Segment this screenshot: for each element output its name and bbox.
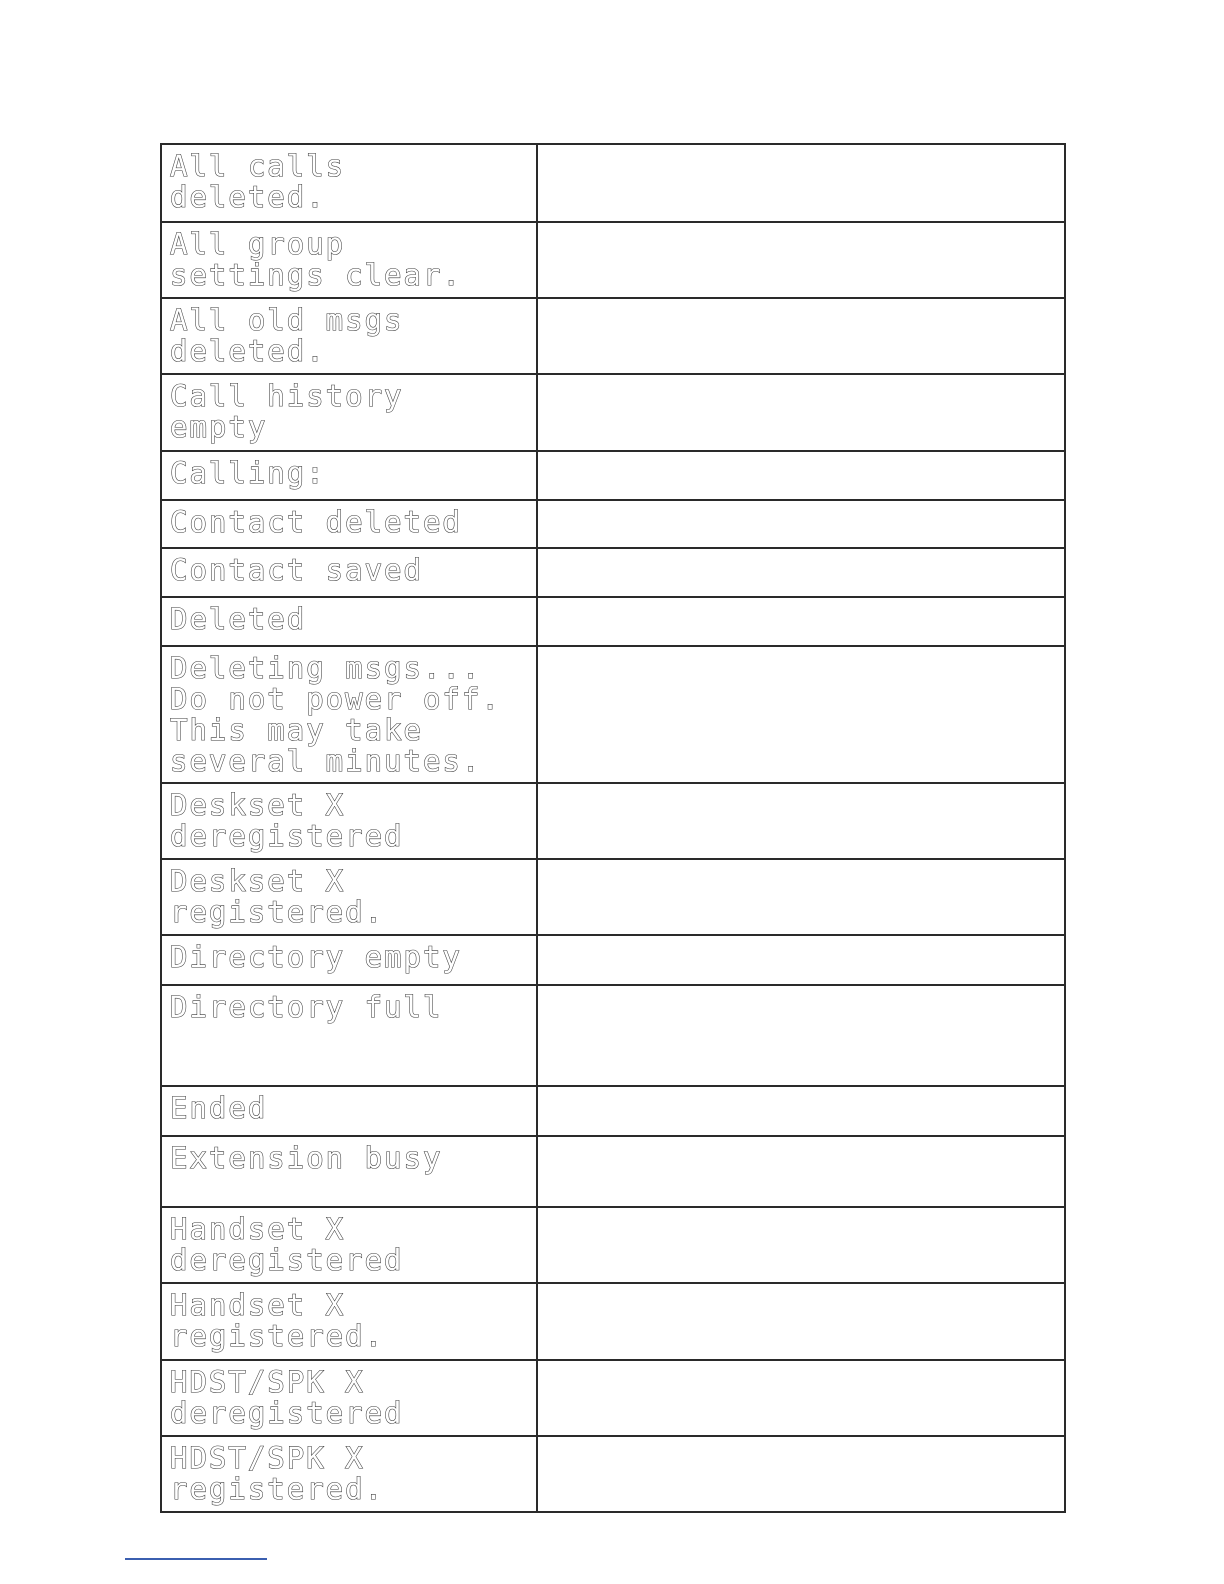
lcd-message: Contact deleted xyxy=(170,505,462,539)
message-cell xyxy=(161,144,537,222)
table-row xyxy=(161,548,1065,597)
lcd-message: All old msgs deleted. xyxy=(170,303,404,368)
description-cell xyxy=(537,1136,1065,1207)
lcd-message: All group settings clear. xyxy=(170,227,462,292)
description-cell xyxy=(537,597,1065,646)
table-row xyxy=(161,646,1065,783)
lcd-message: HDST/SPK X deregistered xyxy=(170,1365,404,1430)
table-row xyxy=(161,451,1065,500)
message-cell xyxy=(161,1283,537,1360)
lcd-message: All calls deleted. xyxy=(170,149,346,214)
table-row xyxy=(161,374,1065,451)
description-cell xyxy=(537,1283,1065,1360)
lcd-message: Deskset X registered. xyxy=(170,864,385,929)
lcd-message: Calling: xyxy=(170,456,326,490)
message-cell xyxy=(161,1360,537,1436)
lcd-message: Deleting msgs... Do not power off. This may take several minutes. xyxy=(170,651,501,778)
message-cell xyxy=(161,500,537,548)
message-cell xyxy=(161,783,537,859)
description-cell xyxy=(537,500,1065,548)
message-cell xyxy=(161,298,537,374)
table-row xyxy=(161,985,1065,1086)
message-cell xyxy=(161,451,537,500)
message-cell xyxy=(161,646,537,783)
description-cell xyxy=(537,1436,1065,1512)
table-row xyxy=(161,783,1065,859)
lcd-message: Call history empty xyxy=(170,379,404,444)
message-cell xyxy=(161,935,537,985)
lcd-message: Extension busy xyxy=(170,1141,443,1175)
lcd-message: Ended xyxy=(170,1091,268,1125)
message-cell xyxy=(161,1136,537,1207)
lcd-message: Contact saved xyxy=(170,553,423,587)
lcd-message: Handset X registered. xyxy=(170,1288,385,1353)
message-cell xyxy=(161,597,537,646)
message-cell xyxy=(161,1207,537,1283)
description-cell xyxy=(537,646,1065,783)
message-cell xyxy=(161,859,537,935)
description-cell xyxy=(537,783,1065,859)
message-cell xyxy=(161,985,537,1086)
table-row xyxy=(161,144,1065,222)
screen-messages-table xyxy=(160,143,1066,1513)
message-cell xyxy=(161,1436,537,1512)
lcd-message: Deleted xyxy=(170,602,307,636)
lcd-message: Deskset X deregistered xyxy=(170,788,404,853)
table-row xyxy=(161,935,1065,985)
table-row xyxy=(161,1086,1065,1136)
description-cell xyxy=(537,144,1065,222)
message-cell xyxy=(161,1086,537,1136)
message-cell xyxy=(161,222,537,298)
table-row xyxy=(161,859,1065,935)
lcd-message: Directory empty xyxy=(170,940,462,974)
description-cell xyxy=(537,298,1065,374)
description-cell xyxy=(537,859,1065,935)
description-cell xyxy=(537,1360,1065,1436)
table-row xyxy=(161,1360,1065,1436)
description-cell xyxy=(537,1086,1065,1136)
footer-rule xyxy=(125,1558,267,1560)
table-row xyxy=(161,1436,1065,1512)
description-cell xyxy=(537,985,1065,1086)
lcd-message: Handset X deregistered xyxy=(170,1212,404,1277)
description-cell xyxy=(537,1207,1065,1283)
table-row xyxy=(161,597,1065,646)
description-cell xyxy=(537,548,1065,597)
lcd-message: Directory full xyxy=(170,990,443,1024)
lcd-message: HDST/SPK X registered. xyxy=(170,1441,385,1506)
description-cell xyxy=(537,222,1065,298)
table-row xyxy=(161,1207,1065,1283)
table-row xyxy=(161,1136,1065,1207)
message-cell xyxy=(161,374,537,451)
description-cell xyxy=(537,451,1065,500)
description-cell xyxy=(537,935,1065,985)
table-row xyxy=(161,222,1065,298)
description-cell xyxy=(537,374,1065,451)
table-row xyxy=(161,500,1065,548)
message-cell xyxy=(161,548,537,597)
table-row xyxy=(161,1283,1065,1360)
table-row xyxy=(161,298,1065,374)
